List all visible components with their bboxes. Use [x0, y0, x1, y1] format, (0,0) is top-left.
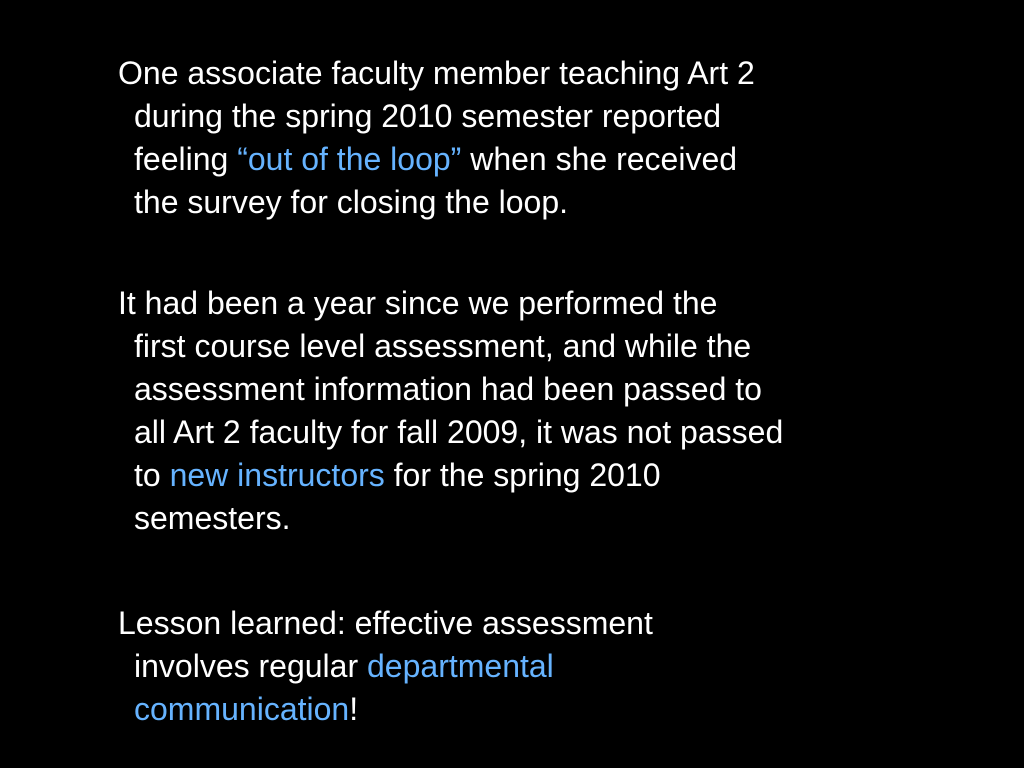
- paragraph-2-line-5-rest: for the spring 2010: [384, 457, 661, 493]
- paragraph-lesson-learned: [118, 602, 984, 731]
- highlight-new-instructors: new instructors: [169, 457, 385, 493]
- paragraph-3-line-1: Lesson learned: effective assessment: [118, 605, 653, 641]
- paragraph-out-of-the-loop: [118, 52, 984, 224]
- paragraph-2-line-1: It had been a year since we performed the: [118, 285, 718, 321]
- highlight-departmental: departmental: [367, 648, 554, 684]
- paragraph-1-line-3-rest: when she received: [461, 141, 738, 177]
- paragraph-1-line-4: the survey for closing the loop.: [134, 184, 569, 220]
- paragraph-1-line-2: during the spring 2010 semester reported: [134, 98, 722, 134]
- paragraph-1-line-1: One associate faculty member teaching Art 2: [118, 55, 755, 91]
- paragraph-2-line-6: semesters.: [134, 500, 291, 536]
- paragraph-3-line-2-text: involves regular: [134, 648, 367, 684]
- paragraph-2-line-2: first course level assessment, and while the: [134, 328, 752, 364]
- paragraph-assessment-year: [118, 282, 984, 540]
- highlight-communication: communication: [134, 691, 350, 727]
- paragraph-2-line-4: all Art 2 faculty for fall 2009, it was not passed: [134, 414, 784, 450]
- paragraph-2-line-3: assessment information had been passed to: [134, 371, 762, 407]
- highlight-out-of-the-loop: “out of the loop”: [237, 141, 462, 177]
- paragraph-1-line-3-text: feeling: [134, 141, 238, 177]
- paragraph-2-line-5-text: to: [134, 457, 170, 493]
- paragraph-3-line-3-rest: !: [349, 691, 359, 727]
